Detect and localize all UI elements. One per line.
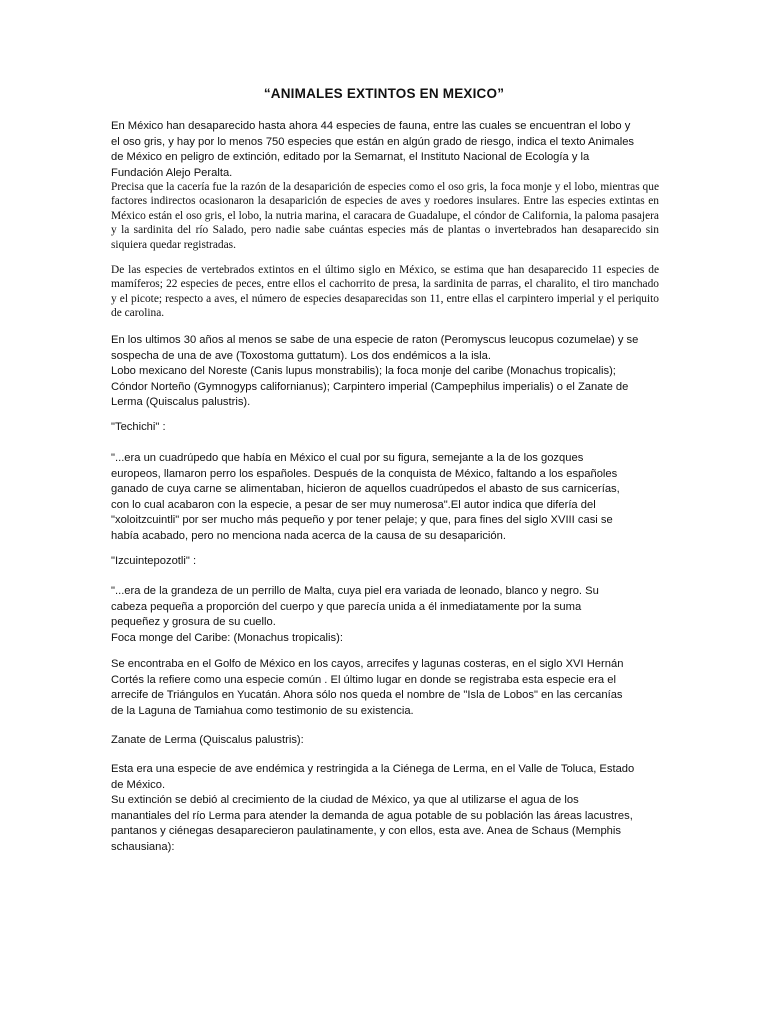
text-line: schausiana): [111, 840, 175, 853]
text-line: Esta era una especie de ave endémica y restringida a la Ciénega de Lerma, en el Valle de Toluca, Estado [111, 763, 635, 775]
text-line: sospecha de una de ave (Toxostoma guttatum). Los dos endémicos a la isla. [111, 349, 491, 362]
text-line: Cóndor Norteño (Gymnogyps californianus); Carpintero imperial (Campephilus imperialis) o el Zanate de [111, 380, 629, 393]
text-line: Lobo mexicano del Noreste (Canis lupus monstrabilis); la foca monje del caribe (Monachus tropicalis); [111, 365, 616, 378]
text-line: con lo cual acabaron con la especie, a pesar de ser muy numerosa".El autor indica que difería del [111, 498, 596, 511]
text-line: de México en peligro de extinción, editado por la Semarnat, el Instituto Nacional de Ecología y la [111, 151, 590, 164]
text-line: pequeñez y grosura de su cuello. [111, 616, 276, 629]
text-line: Foca monge del Caribe: (Monachus tropicalis): [111, 631, 343, 644]
text-line: "...era de la grandeza de un perrillo de Malta, cuya piel era variada de leonado, blanco y negro. Su [111, 585, 599, 597]
text-line: En los ultimos 30 años al menos se sabe de una especie de raton (Peromyscus leucopus cozumelae) y se [111, 334, 639, 346]
text-line: arrecife de Triángulos en Yucatán. Ahora sólo nos queda el nombre de "Isla de Lobos" en las cercanías [111, 689, 623, 702]
text-line: de la Laguna de Tamiahua como testimonio de su existencia. [111, 704, 414, 717]
paragraph-recent-species [111, 333, 659, 411]
heading-izcuintepozotli: "Izcuintepozotli" : [111, 555, 197, 567]
paragraph-intro [111, 119, 659, 181]
text-line: Cortés la refiere como una especie común . El último lugar en donde se registraba esta especie era el [111, 673, 616, 686]
paragraph-izcuintepozotli [111, 584, 659, 646]
text-line: En México han desaparecido hasta ahora 44 especies de fauna, entre las cuales se encuentran el lobo y [111, 120, 631, 132]
text-line: pantanos y ciénegas desaparecieron paulatinamente, y con ellos, esta ave. Anea de Schaus (Memphis [111, 825, 621, 838]
paragraph-foca-monje [111, 657, 659, 719]
text-line: cabeza pequeña a proporción del cuerpo y que parecía unida a él inmediatamente por la suma [111, 600, 582, 613]
text-line: europeos, llamaron perro los españoles. Después de la conquista de México, faltando a los españoles [111, 467, 618, 480]
text-line: Lerma (Quiscalus palustris). [111, 396, 251, 409]
text-line: Su extinción se debió al crecimiento de la ciudad de México, ya que al utilizarse el agua de los [111, 794, 579, 807]
heading-zanate: Zanate de Lerma (Quiscalus palustris): [111, 734, 304, 746]
document-title: “ANIMALES EXTINTOS EN MEXICO” [263, 86, 505, 101]
paragraph-techichi [111, 451, 659, 545]
text-line: el oso gris, y hay por lo menos 750 especies que están en algún grado de riesgo, indica el texto Animales [111, 135, 635, 148]
text-line: había acabado, pero no menciona nada acerca de la causa de su desaparición. [111, 529, 506, 542]
paragraph-zanate [111, 762, 659, 856]
text-line: Se encontraba en el Golfo de México en los cayos, arrecifes y lagunas costeras, en el siglo XVI Hernán [111, 658, 624, 670]
paragraph-causes: Precisa que la cacería fue la razón de la desaparición de especies como el oso gris, la foca monje y el lobo, mientras que factores indirectos ocasionaron la desaparición de especies de aves y roedores insulares. Entre las especies extintas en México están el oso gris, el lobo, la nutria marina, el caracara de Guadalupe, el cóndor de California, la paloma pasajera y la sardinita del río Salado, pero nadie sabe cuántas especies más de plantas o invertebrados han desaparecido sin siquiera quedar registradas. [111, 181, 659, 251]
paragraph-vertebrates: De las especies de vertebrados extintos en el último siglo en México, se estima que han desaparecido 11 especies de mamíferos; 22 especies de peces, entre ellos el cachorrito de presa, la sardinita de parras, el charalito, el tiro manchado y el picote; respecto a aves, el número de especies desaparecidas son 11, entre ellas el carpintero imperial y el periquito de carolina. [111, 264, 659, 320]
text-line: Fundación Alejo Peralta. [111, 166, 233, 179]
text-line: "...era un cuadrúpedo que había en México el cual por su figura, semejante a la de los gozques [111, 452, 584, 464]
text-line: ganado de cuya carne se alimentaban, hicieron de aquellos cuadrúpedos el abasto de sus carnicerías, [111, 483, 620, 496]
text-line: "xoloitzcuintli" por ser mucho más pequeño y por tener pelaje; y que, para fines del siglo XVIII casi se [111, 514, 613, 527]
text-line: de México. [111, 778, 166, 791]
text-line: manantiales del río Lerma para atender la demanda de agua potable de su población las áreas lacustres, [111, 809, 633, 822]
heading-techichi: "Techichi" : [111, 421, 166, 433]
